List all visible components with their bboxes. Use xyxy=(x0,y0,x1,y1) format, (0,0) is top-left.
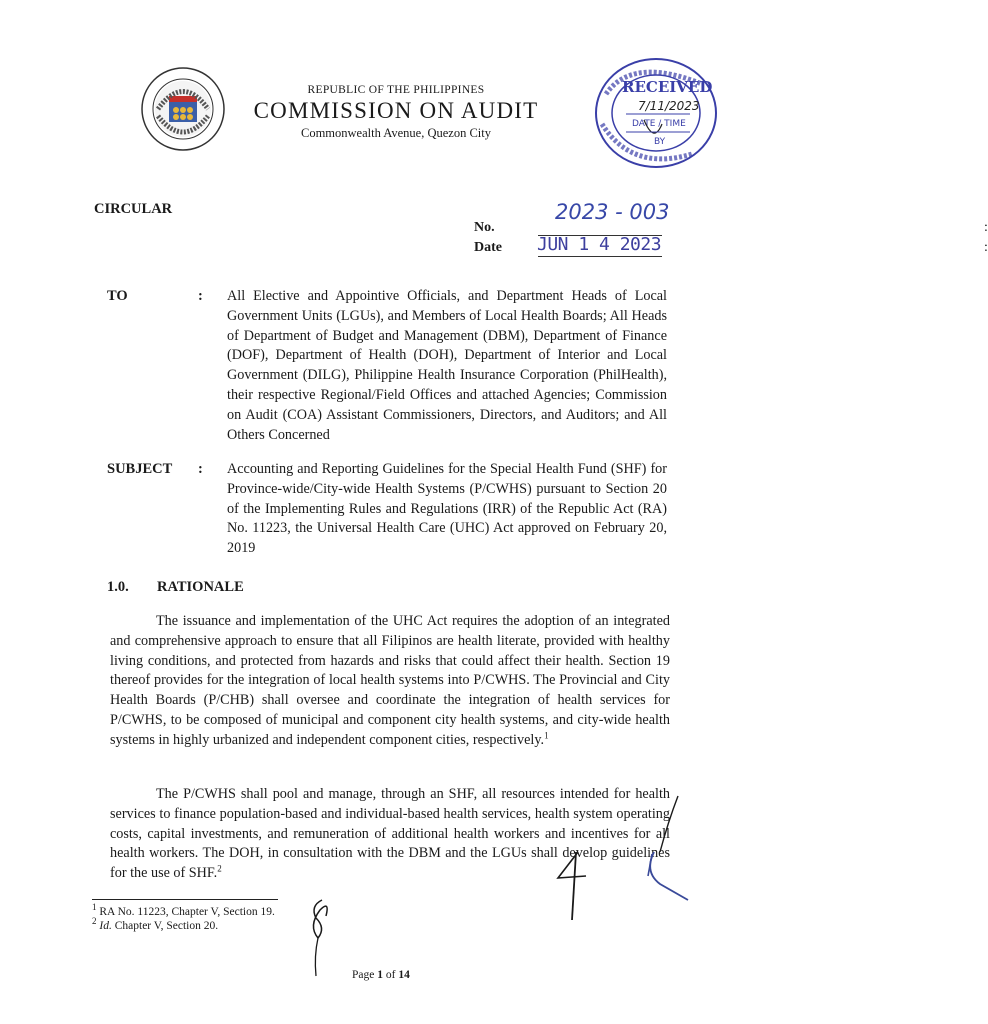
agency-address: Commonwealth Avenue, Quezon City xyxy=(300,126,491,140)
footnote-2-mark: 2 xyxy=(92,916,97,927)
date-underline xyxy=(538,256,662,257)
handwritten-signature-icon xyxy=(306,896,336,980)
to-label: TO xyxy=(107,288,128,304)
footnote-1 xyxy=(92,902,275,918)
page-word: Page xyxy=(352,969,375,981)
page-total: 14 xyxy=(398,969,410,981)
circular-date-value: JUN 1 4 2023 xyxy=(537,234,662,255)
letterhead xyxy=(236,84,556,141)
paragraph-1-text: The issuance and implementation of the UHC Act requires the adoption of an integrated and comprehensive approach to ensure that all Filipinos are health literate, provided with healthy living conditions, and protected from hazards and risks that could affect their health. Section 19 thereof provides for the integration of local health systems into P/CWHS. The Provincial and City Health Boards (P/CHB) shall oversee and coordinate the integration of health services for P/CWHS, to be composed of municipal and component city health systems, and city-wide health systems in highly urbanized and independent component cities, respectively. xyxy=(110,613,670,748)
footnote-2-id: Id. xyxy=(99,920,112,932)
footnote-ref-2: 2 xyxy=(217,863,222,874)
agency-name: COMMISSION ON AUDIT xyxy=(253,98,539,123)
footnote-ref-1: 1 xyxy=(544,730,549,741)
received-stamp-icon xyxy=(592,54,720,172)
subject-colon: : xyxy=(198,461,203,477)
rationale-paragraph-1 xyxy=(110,612,670,751)
subject-label: SUBJECT xyxy=(107,461,173,477)
circular-number-label xyxy=(474,220,988,236)
subject-text: Accounting and Reporting Guidelines for the Special Health Fund (SHF) for Province-wide/City-wide Health Systems (P/CWHS) pursuant to Section 20 of the Implementing Rules and Regulations (IRR) of the Republic Act (RA) No. 11223, the Universal Health Care (UHC) Act approved on February 20, 2019 xyxy=(227,461,667,557)
footnote-1-text: RA No. 11223, Chapter V, Section 19. xyxy=(99,906,275,918)
svg-text:BY: BY xyxy=(654,137,666,147)
date-label: Date xyxy=(474,240,502,255)
footnote-2 xyxy=(92,916,219,932)
footnote-2-text: Chapter V, Section 20. xyxy=(114,920,219,932)
svg-text:DATE / TIME: DATE / TIME xyxy=(632,119,686,129)
republic-line: REPUBLIC OF THE PHILIPPINES xyxy=(307,84,485,96)
coa-seal-icon xyxy=(140,66,226,152)
page-of-word: of xyxy=(385,969,396,981)
section-title: RATIONALE xyxy=(157,579,244,595)
to-addressees: All Elective and Appointive Officials, and Department Heads of Local Government Units (LGUs), and Members of Local Health Boards; All Heads of Department of Budget and Management (DBM), Department of Finance (DOF), Department of Health (DOH), Department of Interior and Local Government (DILG), Philippine Health Insurance Corporation (PhilHealth), their respective Regional/Field Offices and attached Agencies; Commission on Audit (COA) Assistant Commissioners, Directors, and Auditors; and All Others Concerned xyxy=(227,288,667,443)
handwritten-initials-icon xyxy=(548,792,698,932)
circular-number-value: 2023 - 003 xyxy=(555,200,670,224)
page-current: 1 xyxy=(377,969,383,981)
no-label: No. xyxy=(474,220,495,235)
svg-text:7/11/2023: 7/11/2023 xyxy=(638,99,700,113)
paragraph-2-text: The P/CWHS shall pool and manage, through an SHF, all resources intended for health services to finance population-based and individual-based health services, health system operating costs, capital investments, and remuneration of additional health workers and incentives for all health workers. The DOH, in consultation with the DBM and the LGUs shall develop guidelines for the use of SHF. xyxy=(110,786,670,882)
footnote-1-mark: 1 xyxy=(92,902,97,913)
section-number: 1.0. xyxy=(107,579,129,595)
no-colon: : xyxy=(984,220,988,235)
svg-text:RECEIVED: RECEIVED xyxy=(622,78,713,96)
page-number xyxy=(352,969,410,981)
to-colon: : xyxy=(198,288,203,304)
footnote-separator xyxy=(92,899,278,900)
date-colon: : xyxy=(984,240,988,255)
circular-heading: CIRCULAR xyxy=(94,201,173,217)
